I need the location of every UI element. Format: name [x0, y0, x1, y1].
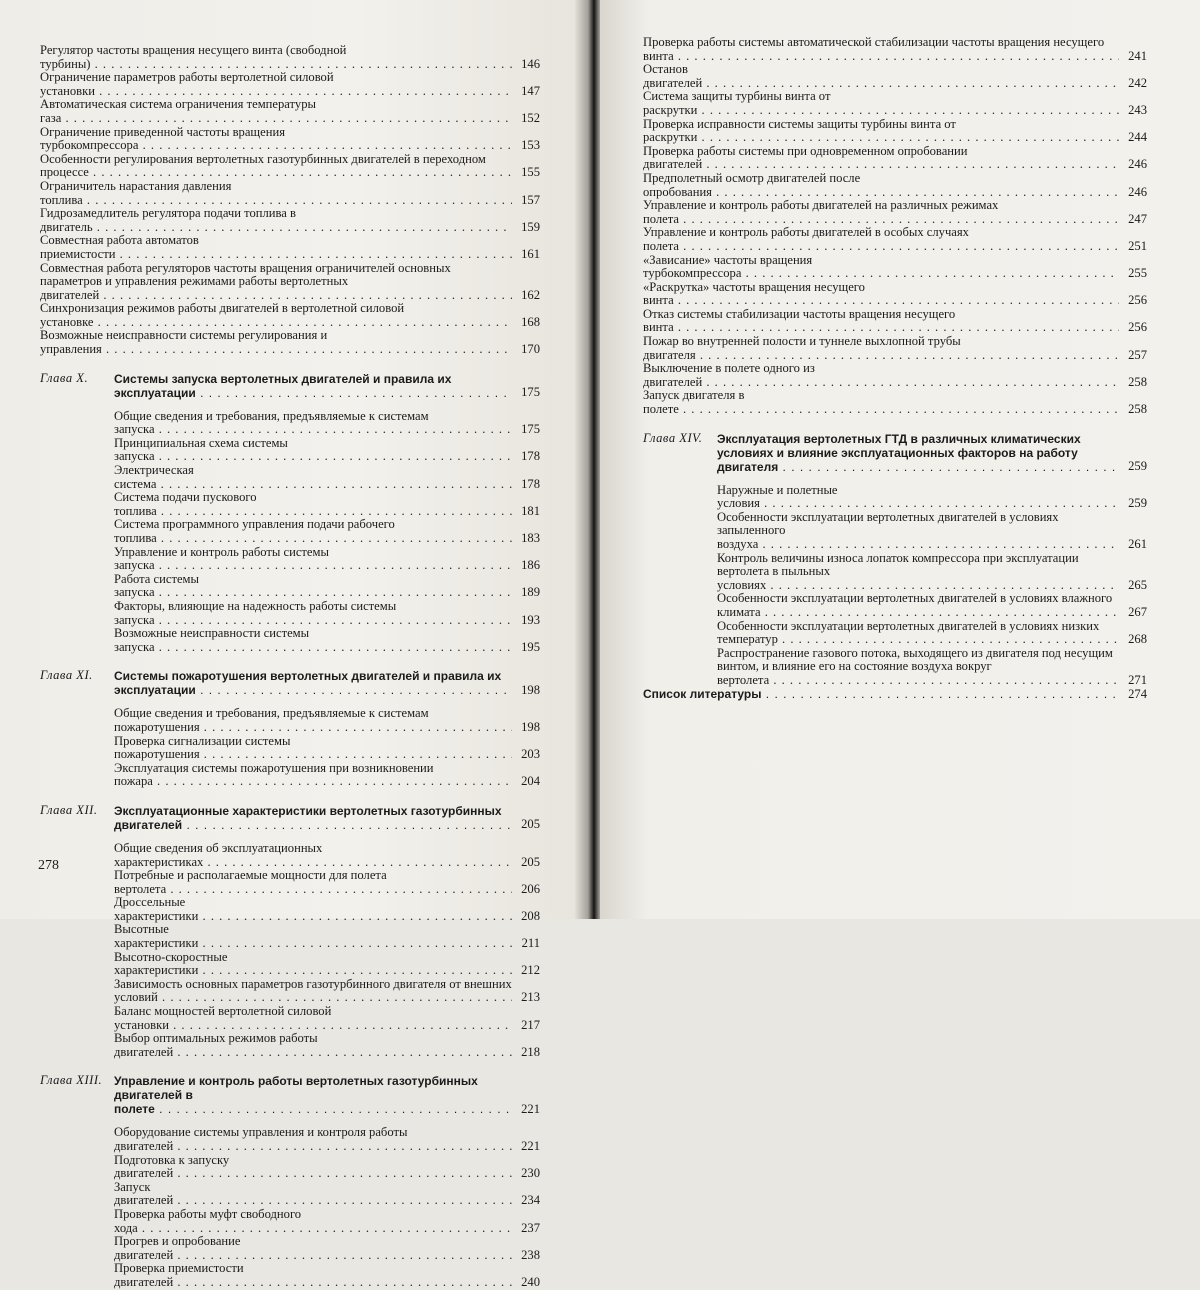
toc-entry-page: 195: [521, 639, 540, 654]
bibliography-entry: [643, 688, 1147, 702]
toc-entry: [717, 620, 1147, 647]
toc-entry-title: Совместная работа регуляторов частоты вращения ограничителей основных параметров и управления режимами работы вертолетных двигателей . . .: [40, 262, 512, 303]
toc-entry-page: 259: [1128, 496, 1147, 511]
toc-entry: [643, 172, 1147, 199]
toc-entry-title: Пожар во внутренней полости и туннеле выхлопной трубы двигателя . . .: [643, 335, 1119, 362]
toc-entry-title: Особенности эксплуатации вертолетных двигателей в условиях запыленного воздуха . . .: [717, 511, 1119, 552]
toc-entry-title: Синхронизация режимов работы двигателей в вертолетной силовой установке . . .: [40, 302, 512, 329]
chapter-label: Глава XIV.: [643, 430, 703, 445]
toc-entry: [40, 71, 540, 98]
toc-entry-page: 212: [521, 963, 540, 978]
toc-entry: [643, 226, 1147, 253]
toc-entry-title: Работа системы запуска . . .: [114, 573, 512, 600]
chapter-page: 259: [1128, 459, 1147, 474]
toc-entry: [643, 145, 1147, 172]
toc-entry: [40, 329, 540, 356]
toc-entry-title: Регулятор частоты вращения несущего винта (свободной турбины) . . .: [40, 44, 512, 71]
toc-entry: [40, 153, 540, 180]
toc-entry-page: 247: [1128, 211, 1147, 226]
toc-entry: [114, 951, 540, 978]
toc-entry: [114, 1032, 540, 1059]
left-chapters: [40, 372, 540, 1290]
toc-entry-page: 146: [521, 56, 540, 71]
toc-entry-page: 267: [1128, 604, 1147, 619]
toc-entry: [717, 484, 1147, 511]
toc-entry: [717, 647, 1147, 688]
toc-entry-title: Останов двигателей . . .: [643, 63, 1119, 90]
toc-entry-page: 193: [521, 612, 540, 627]
toc-entry: [717, 592, 1147, 619]
toc-entry-page: 147: [521, 83, 540, 98]
toc-entry-title: Принципиальная схема системы запуска . . .: [114, 437, 512, 464]
chapter-entries: [40, 842, 540, 1060]
toc-entry: [114, 1181, 540, 1208]
toc-entry: [40, 126, 540, 153]
toc-entry: [40, 44, 540, 71]
toc-entry-title: Система программного управления подачи рабочего топлива . . .: [114, 518, 512, 545]
chapter-heading: [40, 1074, 540, 1116]
toc-entry-page: 159: [521, 219, 540, 234]
chapter-heading: [40, 804, 540, 832]
toc-entry-title: Управление и контроль работы двигателей в особых случаях полета . . .: [643, 226, 1119, 253]
chapter-label: Глава XII.: [40, 802, 98, 817]
chapter-entries: [40, 410, 540, 655]
toc-entry-title: Дроссельные характеристики . . .: [114, 896, 512, 923]
toc-entry: [114, 707, 540, 734]
right-chapters: [643, 432, 1147, 688]
toc-entry-title: Наружные и полетные условия . . .: [717, 484, 1119, 511]
toc-entry-page: 186: [521, 558, 540, 573]
toc-entry-title: Ограничитель нарастания давления топлива . . .: [40, 180, 512, 207]
toc-entry-title: Запуск двигателей . . .: [114, 1181, 512, 1208]
toc-entry-page: 241: [1128, 48, 1147, 63]
chapter-title: Системы пожаротушения вертолетных двигателей и правила их эксплуатации . . .: [114, 669, 512, 697]
toc-entry-page: 157: [521, 192, 540, 207]
toc-entry-page: 258: [1128, 402, 1147, 417]
toc-entry: [643, 281, 1147, 308]
toc-entry-title: Проверка работы системы автоматической стабилизации частоты вращения несущего винта . . .: [643, 36, 1119, 63]
toc-entry: [114, 842, 540, 869]
toc-entry-title: Оборудование системы управления и контроля работы двигателей . . .: [114, 1126, 512, 1153]
toc-entry-page: 256: [1128, 293, 1147, 308]
toc-entry: [114, 1208, 540, 1235]
toc-entry-page: 240: [521, 1274, 540, 1289]
toc-entry-title: Высотно-скоростные характеристики . . .: [114, 951, 512, 978]
toc-entry-title: Баланс мощностей вертолетной силовой установки . . .: [114, 1005, 512, 1032]
toc-entry: [114, 1126, 540, 1153]
toc-entry-page: 189: [521, 585, 540, 600]
toc-entry-page: 206: [521, 881, 540, 896]
page-number: 278: [38, 858, 59, 873]
toc-entry-page: 152: [521, 110, 540, 125]
chapter-label: Глава XI.: [40, 668, 93, 683]
chapter-title: Эксплуатационные характеристики вертолетных газотурбинных двигателей . . .: [114, 804, 512, 832]
toc-entry: [643, 335, 1147, 362]
toc-entry-title: Проверка исправности системы защиты турбины винта от раскрутки . . .: [643, 118, 1119, 145]
toc-entry-page: 178: [521, 476, 540, 491]
toc-entry-page: 183: [521, 531, 540, 545]
chapter-page: 205: [521, 817, 540, 832]
toc-entry-page: 208: [521, 908, 540, 923]
toc-entry-page: 213: [521, 990, 540, 1005]
toc-entry: [114, 1005, 540, 1032]
toc-entry: [643, 90, 1147, 117]
toc-entry-page: 258: [1128, 374, 1147, 389]
toc-entry-page: 255: [1128, 266, 1147, 281]
toc-entry-title: Возможные неисправности системы регулирования и управления . . .: [40, 329, 512, 356]
toc-entry-title: Электрическая система . . .: [114, 464, 512, 491]
toc-entry-page: 237: [521, 1220, 540, 1235]
chapter-title: Управление и контроль работы вертолетных газотурбинных двигателей в полете . . .: [114, 1074, 512, 1116]
toc-entry-title: Совместная работа автоматов приемистости . . .: [40, 234, 512, 261]
toc-entry: [114, 600, 540, 627]
toc-entry-page: 162: [521, 287, 540, 302]
toc-entry-page: 268: [1128, 632, 1147, 647]
toc-entry-page: 161: [521, 246, 540, 261]
toc-entry-page: 238: [521, 1247, 540, 1262]
toc-entry-page: 178: [521, 449, 540, 464]
toc-entry-title: Система защиты турбины винта от раскрутки . . .: [643, 90, 1119, 117]
chapter-page: 175: [521, 385, 540, 400]
toc-entry: [643, 63, 1147, 90]
toc-entry-title: «Зависание» частоты вращения турбокомпрессора . . .: [643, 254, 1119, 281]
toc-entry: [114, 1154, 540, 1181]
toc-entry: [643, 36, 1147, 63]
toc-entry-title: Ограничение приведенной частоты вращения турбокомпрессора . . .: [40, 126, 512, 153]
toc-entry-title: Факторы, влияющие на надежность работы системы запуска . . .: [114, 600, 512, 627]
toc-entry-title: Система подачи пускового топлива . . .: [114, 491, 512, 518]
toc-entry-page: 153: [521, 138, 540, 153]
chapter-page: 221: [521, 1101, 540, 1116]
toc-entry-page: 271: [1128, 672, 1147, 687]
toc-entry: [114, 1262, 540, 1289]
toc-entry: [40, 180, 540, 207]
toc-entry: [40, 302, 540, 329]
toc-entry-title: Управление и контроль работы системы запуска . . .: [114, 546, 512, 573]
toc-entry: [717, 511, 1147, 552]
toc-entry: [643, 362, 1147, 389]
toc-entry-title: Общие сведения об эксплуатационных характеристиках . . .: [114, 842, 512, 869]
toc-entry-page: 221: [521, 1139, 540, 1153]
toc-entry-title: «Раскрутка» частоты вращения несущего винта . . .: [643, 281, 1119, 308]
toc-entry: [40, 98, 540, 125]
toc-entry-page: 204: [521, 774, 540, 789]
toc-entry: [114, 923, 540, 950]
left-toc: [40, 44, 540, 1290]
toc-entry-title: Контроль величины износа лопаток компрессора при эксплуатации вертолета в пыльных условиях . . .: [717, 552, 1119, 593]
toc-entry: [643, 199, 1147, 226]
toc-entry-title: Эксплуатация системы пожаротушения при возникновении пожара . . .: [114, 762, 512, 789]
chapter-heading: [643, 432, 1147, 474]
toc-entry: [114, 518, 540, 545]
chapter-entries: [40, 1126, 540, 1289]
toc-entry-title: Особенности регулирования вертолетных газотурбинных двигателей в переходном процессе . . .: [40, 153, 512, 180]
toc-entry-page: 246: [1128, 184, 1147, 199]
chapter-label: Глава X.: [40, 370, 89, 385]
toc-entry-title: Потребные и располагаемые мощности для полета вертолета . . .: [114, 869, 512, 896]
toc-entry-title: Предполетный осмотр двигателей после опробования . . .: [643, 172, 1119, 199]
toc-entry: [114, 437, 540, 464]
toc-entry-title: Выключение в полете одного из двигателей . . .: [643, 362, 1119, 389]
toc-entry-page: 256: [1128, 320, 1147, 335]
toc-entry-page: 203: [521, 747, 540, 762]
toc-entry-page: 218: [521, 1044, 540, 1059]
toc-entry: [643, 389, 1147, 416]
toc-entry-title: Подготовка к запуску двигателей . . .: [114, 1154, 512, 1181]
toc-entry-page: 243: [1128, 102, 1147, 117]
toc-entry: [114, 546, 540, 573]
toc-entry-page: 217: [521, 1017, 540, 1032]
toc-entry-page: 175: [521, 422, 540, 437]
toc-entry-title: Отказ системы стабилизации частоты вращения несущего винта . . .: [643, 308, 1119, 335]
toc-entry-page: 265: [1128, 577, 1147, 592]
toc-entry: [114, 464, 540, 491]
toc-entry-title: Проверка работы системы при одновременном опробовании двигателей . . .: [643, 145, 1119, 172]
left-top-entries: [40, 44, 540, 357]
chapter-entries: [40, 707, 540, 789]
toc-entry: [114, 762, 540, 789]
toc-entry-title: Особенности эксплуатации вертолетных двигателей в условиях влажного климата . . .: [717, 592, 1119, 619]
toc-entry: [114, 627, 540, 654]
toc-entry: [643, 308, 1147, 335]
toc-entry-page: 242: [1128, 75, 1147, 90]
toc-entry-title: Ограничение параметров работы вертолетной силовой установки . . .: [40, 71, 512, 98]
toc-entry-title: Распространение газового потока, выходящего из двигателя под несущим винтом, и влияние его на состояние воздуха вокруг вертолета . . .: [717, 647, 1119, 688]
toc-entry: [114, 735, 540, 762]
toc-entry: [643, 118, 1147, 145]
toc-entry: [114, 1235, 540, 1262]
toc-entry-title: Проверка работы муфт свободного хода . . .: [114, 1208, 512, 1235]
toc-entry: [40, 234, 540, 261]
toc-entry-page: 170: [521, 342, 540, 357]
chapter-title: Системы запуска вертолетных двигателей и правила их эксплуатации . . .: [114, 372, 512, 400]
toc-entry-page: 205: [521, 854, 540, 869]
toc-entry-page: 211: [521, 936, 540, 951]
chapter-label: Глава XIII.: [40, 1073, 103, 1088]
toc-entry-title: Гидрозамедлитель регулятора подачи топлива в двигатель . . .: [40, 207, 512, 234]
toc-entry-title: Автоматическая система ограничения температуры газа . . .: [40, 98, 512, 125]
toc-entry-title: Общие сведения и требования, предъявляемые к системам запуска . . .: [114, 410, 512, 437]
left-page: [0, 0, 592, 1289]
toc-entry-title: Выбор оптимальных режимов работы двигателей . . .: [114, 1032, 512, 1059]
toc-entry: [717, 552, 1147, 593]
right-top-entries: [643, 36, 1147, 417]
chapter-heading: [40, 372, 540, 400]
bibliography-page: 274: [1128, 686, 1147, 701]
toc-entry: [114, 896, 540, 923]
chapter-heading: [40, 669, 540, 697]
toc-entry-title: Проверка приемистости двигателей . . .: [114, 1262, 512, 1289]
chapter-entries: [643, 484, 1147, 688]
toc-entry: [643, 254, 1147, 281]
toc-entry-page: 230: [521, 1166, 540, 1181]
toc-entry: [114, 978, 540, 1005]
toc-entry-page: 198: [521, 719, 540, 734]
toc-entry-title: Запуск двигателя в полете . . .: [643, 389, 1119, 416]
toc-entry-title: Прогрев и опробование двигателей . . .: [114, 1235, 512, 1262]
toc-entry: [114, 573, 540, 600]
chapter-page: 198: [521, 682, 540, 697]
toc-entry: [114, 869, 540, 896]
toc-entry-page: 155: [521, 165, 540, 180]
right-toc: [643, 36, 1147, 701]
toc-entry-title: Особенности эксплуатации вертолетных двигателей в условиях низких температур . . .: [717, 620, 1119, 647]
toc-entry-title: Проверка сигнализации системы пожаротушения . . .: [114, 735, 512, 762]
bibliography-title: Список литературы . . .: [643, 688, 1119, 702]
toc-entry-page: 234: [521, 1193, 540, 1208]
toc-entry-page: 261: [1128, 537, 1147, 551]
chapter-title: Эксплуатация вертолетных ГТД в различных климатических условиях и влияние эксплуатационных факторов на работу двигателя . . .: [717, 432, 1119, 474]
toc-entry: [114, 410, 540, 437]
toc-entry-title: Общие сведения и требования, предъявляемые к системам пожаротушения . . .: [114, 707, 512, 734]
right-page: [600, 0, 1200, 919]
toc-entry-page: 251: [1128, 238, 1147, 253]
toc-entry: [40, 207, 540, 234]
toc-entry: [114, 491, 540, 518]
toc-entry-title: Зависимость основных параметров газотурбинного двигателя от внешних условий . . .: [114, 978, 512, 1005]
toc-entry-page: 244: [1128, 130, 1147, 145]
toc-entry-title: Высотные характеристики . . .: [114, 923, 512, 950]
toc-entry-title: Возможные неисправности системы запуска . . .: [114, 627, 512, 654]
toc-entry-page: 181: [521, 503, 540, 518]
toc-entry-page: 257: [1128, 347, 1147, 362]
toc-entry-page: 246: [1128, 157, 1147, 172]
toc-entry: [40, 262, 540, 303]
toc-entry-title: Управление и контроль работы двигателей на различных режимах полета . . .: [643, 199, 1119, 226]
toc-entry-page: 168: [521, 314, 540, 329]
